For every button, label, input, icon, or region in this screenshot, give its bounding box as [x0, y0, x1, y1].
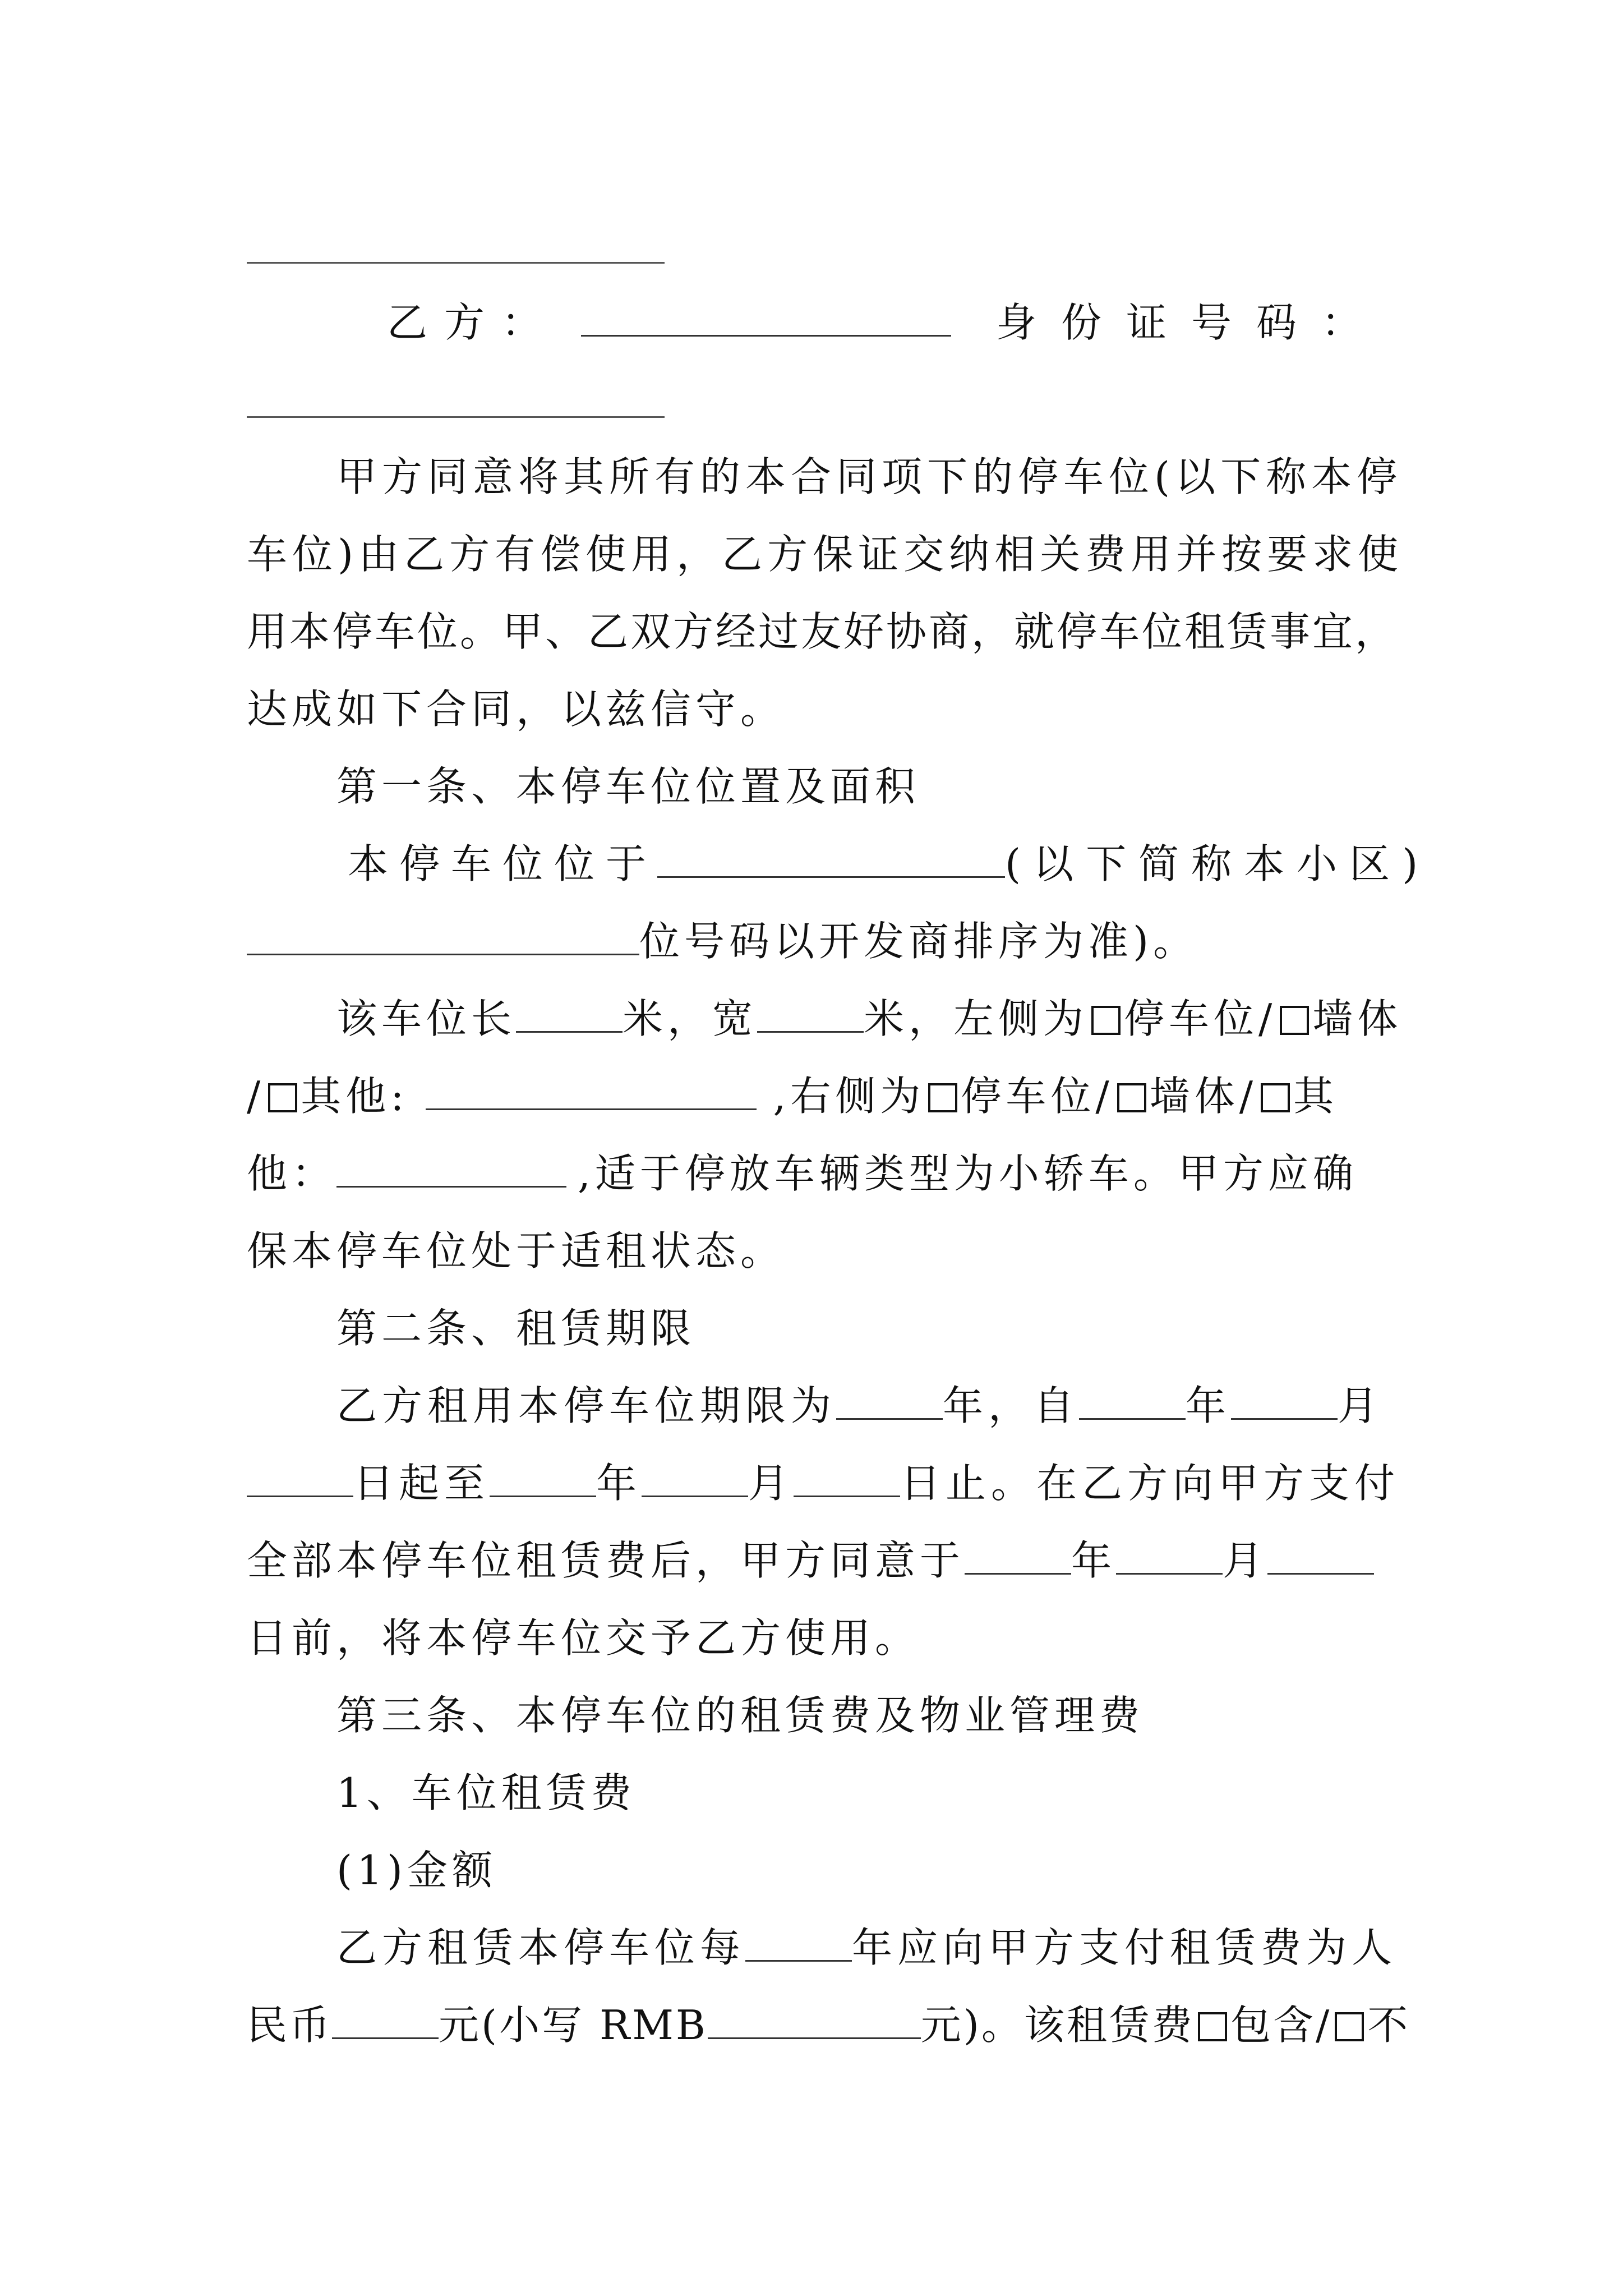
rmb-label: 元(小写 RMB	[439, 2001, 708, 2049]
article2-line-2	[247, 1455, 1623, 1511]
section-heading: 1、车位租赁费	[336, 1769, 636, 1816]
option-other: 其	[1293, 1073, 1338, 1120]
start-month-blank[interactable]	[1231, 1383, 1338, 1420]
delivery-year-blank[interactable]	[965, 1538, 1071, 1575]
vehicle-type-text: ,适于停放车辆类型为小轿车。甲方应确	[578, 1150, 1358, 1197]
checkbox-right-wall[interactable]	[1117, 1083, 1146, 1112]
year-label: 年	[1071, 1537, 1117, 1584]
fee-text: 元)。该租赁费	[920, 2001, 1195, 2049]
month-label: 月	[748, 1460, 794, 1507]
intro-text: 达成如下合同，以兹信守。	[247, 685, 786, 733]
location-suffix: (以下简称本小区)	[1005, 840, 1431, 887]
article3-line-2	[247, 1997, 1623, 2053]
intro-line-3	[247, 604, 1623, 660]
checkbox-right-other[interactable]	[1261, 1083, 1290, 1112]
party-b-line	[387, 295, 1396, 351]
end-day-blank[interactable]	[794, 1461, 900, 1497]
option-included: 包含/	[1230, 2001, 1332, 2049]
id-number-blank[interactable]	[247, 416, 665, 418]
option-parking: 停车位/	[961, 1073, 1114, 1120]
term-label: 乙方租用本停车位期限为	[336, 1382, 837, 1429]
article-title: 第一条、本停车位位置及面积	[336, 763, 920, 810]
checkbox-not-included[interactable]	[1335, 2012, 1364, 2041]
left-other-blank[interactable]	[426, 1074, 757, 1110]
term-years-blank[interactable]	[836, 1383, 943, 1420]
end-text: 日止。在乙方向甲方支付	[900, 1460, 1400, 1507]
party-b-name-blank[interactable]	[581, 300, 951, 337]
intro-line-4	[247, 681, 1623, 737]
option-other: 他：	[247, 1150, 337, 1197]
option-wall: 墙体/	[1149, 1073, 1257, 1120]
checkbox-left-parking[interactable]	[1091, 1006, 1121, 1035]
currency-label: 民币	[247, 2001, 333, 2049]
rent-label: 乙方租赁本停车位每	[336, 1924, 746, 1971]
year-label: 年	[596, 1460, 642, 1507]
from-label: 年，自	[943, 1382, 1080, 1429]
article2-title	[336, 1300, 1623, 1356]
width-blank[interactable]	[757, 996, 864, 1033]
option-other: 其他:	[301, 1073, 409, 1120]
delivery-text: 日前，将本停车位交予乙方使用。	[247, 1614, 920, 1662]
option-parking: 停车位/	[1124, 995, 1277, 1042]
until-label: 日起至	[353, 1460, 490, 1507]
article1-vehicle-line	[247, 1145, 1623, 1202]
article2-line-3	[247, 1533, 1623, 1589]
right-side-label: ,右侧为	[773, 1073, 925, 1120]
delivery-label: 全部本停车位租赁费后，甲方同意于	[247, 1537, 965, 1584]
article1-sides-line	[247, 1068, 1623, 1124]
option-wall: 墙体	[1312, 995, 1403, 1042]
ensure-text: 保本停车位处于适租状态。	[247, 1227, 786, 1274]
right-other-blank[interactable]	[336, 1151, 566, 1188]
checkbox-left-wall[interactable]	[1280, 1006, 1309, 1035]
article2-line-4	[247, 1610, 1623, 1666]
article1-ensure-line	[247, 1223, 1623, 1279]
space-number-text: 位号码以开发商排序为准)。	[639, 918, 1198, 965]
delivery-month-blank[interactable]	[1116, 1538, 1223, 1575]
rent-text: 年应向甲方支付租赁费为人	[852, 1924, 1398, 1971]
rent-amount-figures-blank[interactable]	[708, 2003, 921, 2039]
article1-location-line	[348, 836, 1623, 892]
length-label: 该车位长	[336, 995, 517, 1042]
end-month-blank[interactable]	[642, 1461, 748, 1497]
length-blank[interactable]	[516, 996, 623, 1033]
section-heading: (1)金额	[336, 1847, 497, 1894]
article3-sub1a	[336, 1842, 1623, 1898]
rent-period-blank[interactable]	[745, 1925, 852, 1962]
intro-line-1	[336, 449, 1623, 505]
end-year-blank[interactable]	[490, 1461, 596, 1497]
article-title: 第三条、本停车位的租赁费及物业管理费	[336, 1692, 1145, 1739]
option-not-included: 不	[1367, 2001, 1410, 2049]
slash: /	[247, 1073, 265, 1120]
article1-title	[336, 758, 1623, 815]
intro-line-2	[247, 526, 1623, 582]
id-number-label: 身份证号码：	[996, 299, 1387, 346]
month-label: 月	[1338, 1382, 1384, 1429]
checkbox-left-other[interactable]	[268, 1083, 297, 1112]
space-number-blank[interactable]	[247, 919, 639, 955]
width-label: 米，宽	[623, 995, 758, 1042]
article3-sub1	[336, 1765, 1623, 1821]
article2-line-1	[336, 1378, 1623, 1434]
article1-size-line	[336, 991, 1623, 1047]
year-label: 年	[1186, 1382, 1232, 1429]
month-label: 月	[1223, 1537, 1268, 1584]
location-blank[interactable]	[657, 841, 1005, 878]
rent-amount-words-blank[interactable]	[332, 2003, 439, 2039]
location-prefix: 本停车位位于	[348, 840, 658, 887]
article1-location-line-2	[247, 913, 1623, 969]
signature-line	[247, 262, 665, 264]
article3-title	[336, 1687, 1623, 1743]
article3-line-1	[336, 1920, 1623, 1976]
checkbox-included[interactable]	[1198, 2012, 1227, 2041]
article-title: 第二条、租赁期限	[336, 1305, 696, 1352]
left-side-label: 米，左侧为	[864, 995, 1089, 1042]
start-year-blank[interactable]	[1079, 1383, 1186, 1420]
intro-text: 车位)由乙方有偿使用，乙方保证交纳相关费用并按要求使	[247, 531, 1404, 578]
start-day-blank[interactable]	[247, 1461, 353, 1497]
checkbox-right-parking[interactable]	[928, 1083, 957, 1112]
delivery-day-blank[interactable]	[1267, 1538, 1374, 1575]
intro-text: 甲方同意将其所有的本合同项下的停车位(以下称本停	[336, 453, 1403, 500]
party-b-label: 乙方：	[387, 299, 559, 346]
intro-text: 用本停车位。甲、乙双方经过友好协商，就停车位租赁事宜，	[247, 608, 1398, 655]
